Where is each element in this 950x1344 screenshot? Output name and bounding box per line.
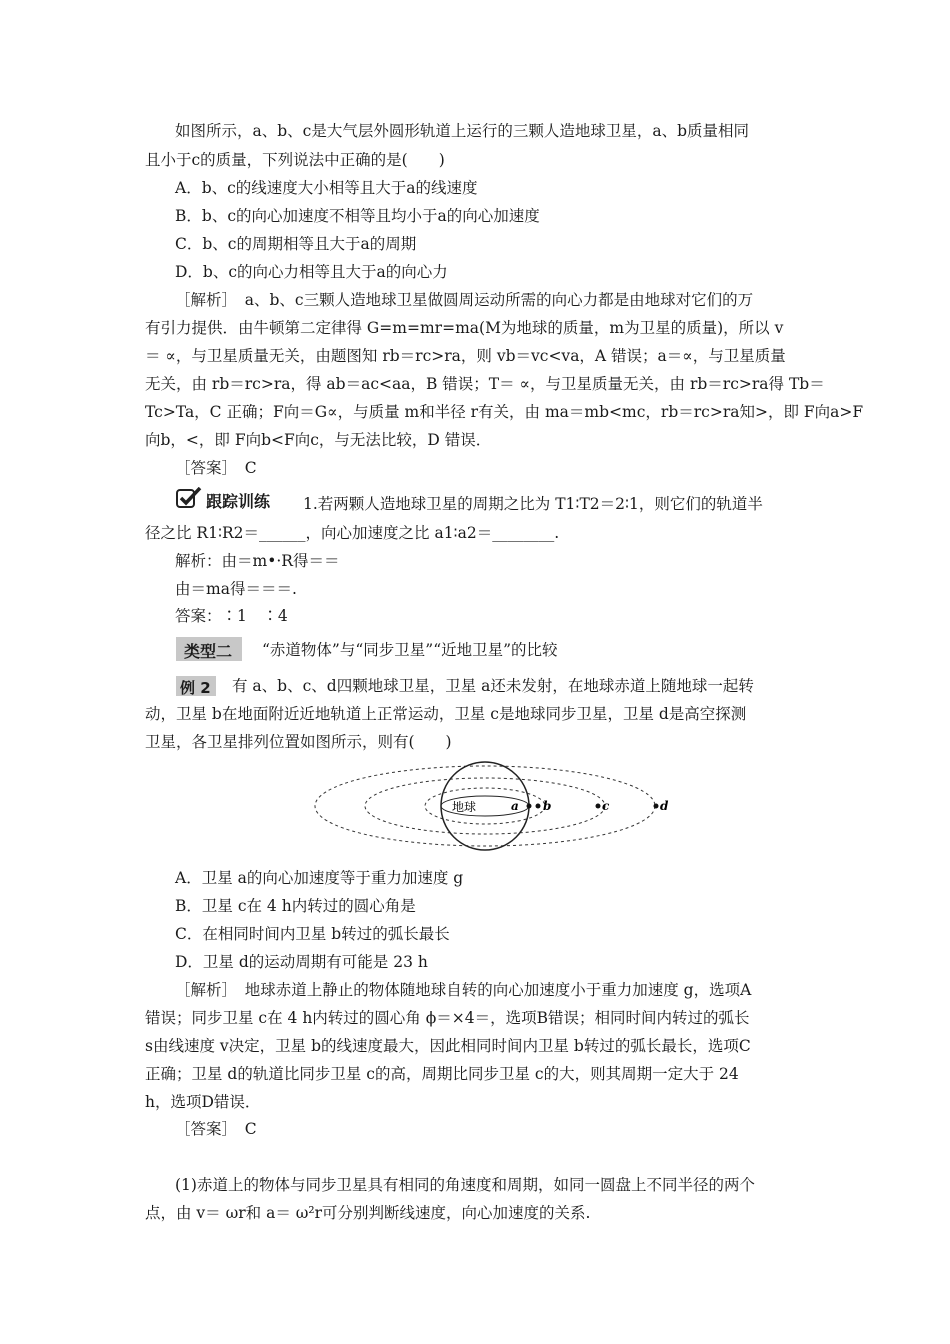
example-badge-label: 例 2 xyxy=(180,679,211,697)
satellite-b-dot xyxy=(536,804,541,809)
q1-stem-line1: 如图所示，a、b、c是大气层外圆形轨道上运行的三颗人造地球卫星，a、b质量相同 xyxy=(175,122,750,140)
q1-stem-line2: 且小于c的质量，下列说法中正确的是( ) xyxy=(145,151,445,169)
q1-analysis-line4: 无关，由 rb＝rc>ra，得 ab＝ac<aa，B 错误；T＝ ∝，与卫星质量无关，由 rb＝rc>ra得 Tb＝ xyxy=(145,375,825,393)
checkmark-icon xyxy=(176,487,202,509)
track-badge-label: 跟踪训练 xyxy=(206,492,271,511)
example-badge xyxy=(176,676,216,696)
note-line2: 点，由 v＝ ωr和 a＝ ω²r可分别判断线速度，向心加速度的关系. xyxy=(145,1204,591,1222)
satellite-c-dot xyxy=(596,804,601,809)
q2-option-c: C．在相同时间内卫星 b转过的弧长最长 xyxy=(175,925,450,943)
q2-analysis-line2: 错误；同步卫星 c在 4 h内转过的圆心角 ϕ＝×4＝，选项B错误；相同时间内转过的弧长 xyxy=(145,1009,750,1027)
q2-stem-line3: 卫星，各卫星排列位置如图所示，则有( ) xyxy=(145,733,452,751)
track-answer: 答案：∶1 ∶4 xyxy=(175,607,288,625)
q1-option-b: B．b、c的向心加速度不相等且均小于a的向心加速度 xyxy=(175,207,540,225)
q1-analysis-line6: 向b，<，即 F向b<F向c，与无法比较，D 错误． xyxy=(145,431,492,449)
q2-option-d: D．卫星 d的运动周期有可能是 23 h xyxy=(175,953,428,971)
satellite-d-dot xyxy=(654,804,659,809)
satellite-a-dot xyxy=(527,804,532,809)
q2-stem-line2: 动，卫星 b在地面附近近地轨道上正常运动，卫星 c是地球同步卫星，卫星 d是高空探测 xyxy=(145,705,747,723)
q2-option-a: A．卫星 a的向心加速度等于重力加速度 g xyxy=(175,869,464,887)
q1-analysis-line3: ＝ ∝，与卫星质量无关，由题图知 rb＝rc>ra，则 vb＝vc<va，A 错误；a＝∝，与卫星质量 xyxy=(145,347,786,365)
satellite-c-label: c xyxy=(602,799,610,813)
type-title: “赤道物体”与“同步卫星”“近地卫星”的比较 xyxy=(262,641,558,659)
q2-analysis-line5: h，选项D错误． xyxy=(145,1093,261,1111)
satellite-a-label: a xyxy=(511,799,519,813)
orbit-c xyxy=(365,778,605,834)
earth-label: 地球 xyxy=(452,800,477,814)
q1-option-c: C．b、c的周期相等且大于a的周期 xyxy=(175,235,417,253)
note-line1: (1)赤道上的物体与同步卫星具有相同的角速度和周期，如同一圆盘上不同半径的两个 xyxy=(175,1176,755,1194)
q1-analysis-line2: 有引力提供．由牛顿第二定律得 G=m=mr=ma(M为地球的质量，m为卫星的质量)，所以 v xyxy=(145,319,784,337)
q1-analysis-line5: Tc>Ta，C 正确；F向＝G∝，与质量 m和半径 r有关，由 ma＝mb<mc，rb＝rc>ra知>，即 F向a>F xyxy=(145,403,864,421)
type-badge-label: 类型二 xyxy=(184,642,233,661)
q1-analysis-line1: ［解析］ a、b、c三颗人造地球卫星做圆周运动所需的向心力都是由地球对它们的万 xyxy=(175,291,754,309)
q1-option-a: A．b、c的线速度大小相等且大于a的线速度 xyxy=(175,179,478,197)
satellite-d-label: d xyxy=(660,799,669,813)
q1-option-d: D．b、c的向心力相等且大于a的向心力 xyxy=(175,263,448,281)
track-question-line1: 1.若两颗人造地球卫星的周期之比为 T1∶T2＝2∶1，则它们的轨道半 xyxy=(303,495,763,513)
type-badge xyxy=(176,637,242,661)
q2-analysis-line1: ［解析］ 地球赤道上静止的物体随地球自转的向心加速度小于重力加速度 g，选项A xyxy=(175,981,752,999)
q2-option-b: B．卫星 c在 4 h内转过的圆心角是 xyxy=(175,897,416,915)
q2-analysis-line4: 正确；卫星 d的轨道比同步卫星 c的高，周期比同步卫星 c的大，则其周期一定大于 24 xyxy=(145,1065,739,1083)
track-question-line2: 径之比 R1∶R2＝______，向心加速度之比 a1∶a2＝________. xyxy=(145,524,560,542)
orbit-figure xyxy=(310,758,690,862)
track-solution-line1: 解析：由＝m•·R得＝＝ xyxy=(175,552,340,570)
track-solution-line2: 由＝ma得＝＝＝. xyxy=(175,580,297,598)
track-badge xyxy=(176,487,288,509)
satellite-b-label: b xyxy=(543,799,552,813)
q2-stem-line1: 有 a、b、c、d四颗地球卫星，卫星 a还未发射，在地球赤道上随地球一起转 xyxy=(232,677,754,695)
q1-answer: ［答案］ C xyxy=(175,459,257,477)
q2-analysis-line3: s由线速度 v决定，卫星 b的线速度最大，因此相同时间内卫星 b转过的弧长最长，选项C xyxy=(145,1037,751,1055)
q2-answer: ［答案］ C xyxy=(175,1120,257,1138)
